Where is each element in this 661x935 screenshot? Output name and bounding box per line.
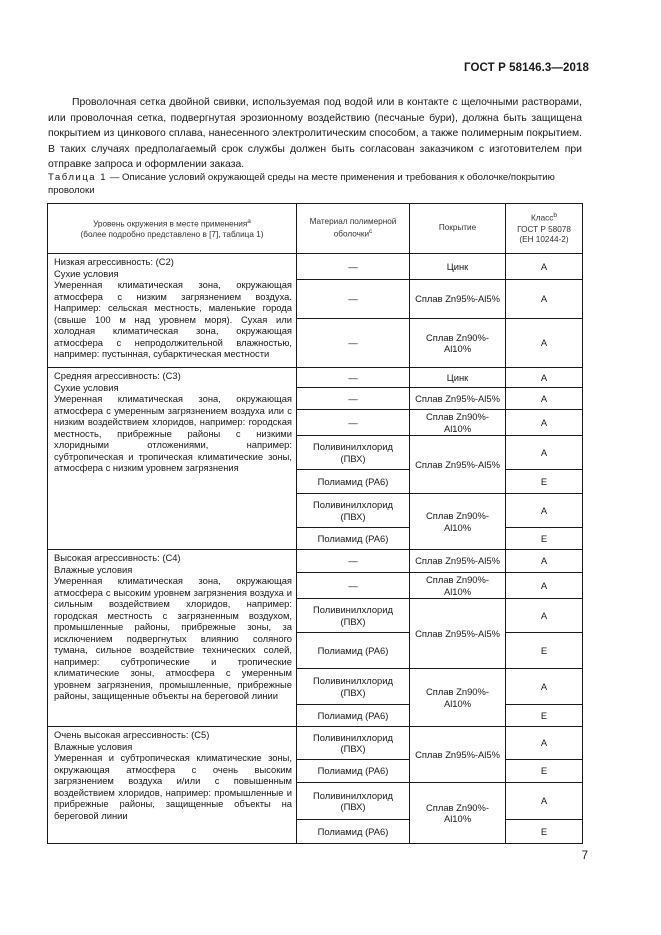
class-cell: A [506, 368, 583, 388]
coating-cell: Сплав Zn95%-Al5% [410, 599, 506, 669]
header-class-label: Класс [531, 214, 554, 224]
footnote-a: a [247, 217, 251, 225]
class-cell: A [506, 494, 583, 528]
class-cell: E [506, 470, 583, 494]
material-cell: — [297, 573, 410, 599]
coating-cell: Сплав Zn90%-Al10% [410, 319, 506, 368]
group-description: Умеренная климатическая зона, окружающая атмосфера с низким загрязнением воздуха. Например: сельская местность, маленькие города (свыше 100 м над уровнем моря). Сухая или холодная климатическая зона, окружающая атмосфера с непродолжительной влажностью, например: пустынная, субарктическая местности [54, 279, 292, 359]
group-subtitle: Сухие условия [54, 381, 119, 393]
environment-cell-c4 [48, 550, 297, 727]
class-cell: A [506, 599, 583, 633]
class-cell: A [506, 783, 583, 820]
header-class-standard: ГОСТ Р 58078 [517, 224, 571, 234]
coating-cell: Сплав Zn90%-Al10% [410, 410, 506, 436]
footnote-c: c [369, 228, 373, 236]
class-cell: E [506, 760, 583, 783]
table-row [48, 254, 583, 280]
material-cell: Полиамид (PA6) [297, 528, 410, 550]
header-environment-label: Уровень окружения в месте применения [93, 219, 248, 229]
coating-cell: Сплав Zn95%-Al5% [410, 436, 506, 494]
coating-cell: Сплав Zn95%-Al5% [410, 388, 506, 410]
footnote-b: b [553, 212, 557, 220]
class-cell: E [506, 820, 583, 844]
coating-cell: Сплав Zn95%-Al5% [410, 727, 506, 783]
coating-cell: Сплав Zn95%-Al5% [410, 550, 506, 573]
document-code: ГОСТ Р 58146.3—2018 [464, 62, 589, 74]
material-cell: Поливинилхлорид (ПВХ) [297, 436, 410, 470]
material-cell: Полиамид (PA6) [297, 705, 410, 727]
header-coating: Покрытие [410, 204, 506, 254]
class-cell: A [506, 669, 583, 705]
class-cell: E [506, 633, 583, 669]
material-cell: — [297, 280, 410, 319]
class-cell: A [506, 280, 583, 319]
group-description: Умеренная климатическая зона, окружающая атмосфера с умеренным загрязнением воздуха или с низким воздействием хлоридов, например: городская местность, прибрежные районы с низкими хлоридными отложениями, например: субтропическая и тропическая климатические зоны, атмосфера с низким уровнем загрязнения [54, 393, 292, 473]
caption-text: — Описание условий окружающей среды на месте применения и требования к оболочке/покрытию проволоки [48, 172, 555, 196]
coating-cell: Цинк [410, 368, 506, 388]
group-title: Высокая агрессивность: (С4) [54, 552, 181, 563]
table-caption [48, 172, 588, 197]
class-cell: E [506, 528, 583, 550]
material-cell: Поливинилхлорид (ПВХ) [297, 494, 410, 528]
class-cell: A [506, 573, 583, 599]
group-title: Низкая агрессивность: (С2) [54, 256, 174, 267]
material-cell: Полиамид (PA6) [297, 470, 410, 494]
group-subtitle: Влажные условия [54, 563, 133, 575]
coating-cell: Сплав Zn90%-Al10% [410, 783, 506, 844]
class-cell: A [506, 388, 583, 410]
material-cell: Поливинилхлорид (ПВХ) [297, 783, 410, 820]
class-cell: A [506, 410, 583, 436]
coating-cell: Сплав Zn90%-Al10% [410, 494, 506, 550]
material-cell: — [297, 550, 410, 573]
caption-label: Таблица 1 [48, 172, 108, 183]
material-cell: Поливинилхлорид (ПВХ) [297, 599, 410, 633]
class-cell: A [506, 436, 583, 470]
coating-cell: Сплав Zn90%-Al10% [410, 669, 506, 727]
table-row [48, 727, 583, 760]
group-description: Умеренная климатическая зона, окружающая атмосфера с высоким уровнем загрязнения воздуха и сильным воздействием хлоридов, например: городская местность с загрязненным воздухом, промышленные районы, прибрежные зоны, за исключением подвергнутых влиянию соляного тумана, сильное воздействие технических солей, например: субтропические и тропические климатические зоны, атмосфера с умеренным уровнем загрязнения, промышленные, прибрежные районы, защищенные объекты на береговой линии [54, 575, 292, 701]
table-row [48, 368, 583, 388]
environment-table [47, 203, 583, 844]
header-material [297, 204, 410, 254]
header-class-en: (ЕН 10244-2) [519, 235, 569, 245]
material-cell: Полиамид (PA6) [297, 820, 410, 844]
coating-cell: Сплав Zn95%-Al5% [410, 280, 506, 319]
material-cell: — [297, 410, 410, 436]
table-row [48, 550, 583, 573]
group-title: Очень высокая агрессивность: (С5) [54, 729, 210, 740]
group-subtitle: Влажные условия [54, 740, 133, 752]
material-cell: Полиамид (PA6) [297, 760, 410, 783]
environment-cell-c2 [48, 254, 297, 368]
material-cell: — [297, 368, 410, 388]
coating-cell: Цинк [410, 254, 506, 280]
class-cell: A [506, 319, 583, 368]
material-cell: — [297, 319, 410, 368]
environment-cell-c5 [48, 727, 297, 844]
material-cell: Полиамид (PA6) [297, 633, 410, 669]
material-cell: Поливинилхлорид (ПВХ) [297, 727, 410, 760]
page-number: 7 [581, 850, 588, 862]
class-cell: A [506, 727, 583, 760]
header-material-label: Материал полимерной оболочки [309, 216, 397, 239]
class-cell: A [506, 254, 583, 280]
intro-paragraph: Проволочная сетка двойной свивки, используемая под водой или в контакте с щелочными растворами, или проволочная сетка, подвергнутая эрозионному воздействию (песчаные бури), должна быть защищена покрытием из цинкового сплава, нанесенного электролитическим способом, а также полимерным покрытием. В таких случаях предполагаемый срок службы должен быть согласован заказчиком с изготовителем при отправке запроса и оформлении заказа. [48, 97, 582, 171]
group-title: Средняя агрессивность: (С3) [54, 370, 181, 381]
group-description: Умеренная и субтропическая климатические зоны, окружающая атмосфера с очень высоким загрязнением воздуха и/или с повышенным воздействием хлоридов, например: промышленные и прибрежные районы, защищенные объекты на береговой линии [54, 752, 292, 821]
material-cell: — [297, 254, 410, 280]
table-header-row [48, 204, 583, 254]
group-subtitle: Сухие условия [54, 267, 119, 279]
header-class [506, 204, 583, 254]
coating-cell: Сплав Zn90%-Al10% [410, 573, 506, 599]
material-cell: Поливинилхлорид (ПВХ) [297, 669, 410, 705]
class-cell: A [506, 550, 583, 573]
class-cell: E [506, 705, 583, 727]
material-cell: — [297, 388, 410, 410]
environment-cell-c3 [48, 368, 297, 550]
header-environment [48, 204, 297, 254]
header-environment-note: (более подробно представлено в [7], таблица 1) [80, 229, 264, 239]
